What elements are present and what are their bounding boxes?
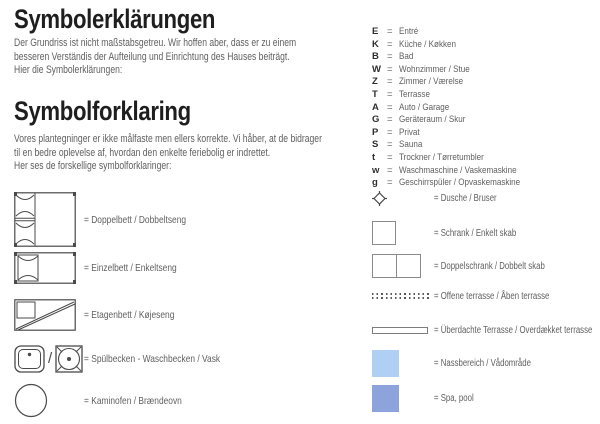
shower-icon <box>372 191 434 206</box>
cabinet-icon <box>372 221 434 245</box>
bunk-bed-label: = Etagenbett / Køjeseng <box>84 308 175 321</box>
equals-sign: = <box>387 88 393 100</box>
german-intro-line-2: besseren Verständis der Aufteilung und Einrichtung des Hauses beiträgt. <box>14 50 290 63</box>
wet-area-label: = Nassbereich / Vådområde <box>434 357 531 369</box>
legend-letter: S <box>372 139 379 151</box>
letter-row-private <box>372 127 542 140</box>
shower-label: = Dusche / Bruser <box>434 192 497 204</box>
legend-label: Entré <box>399 26 419 37</box>
letter-row-entre <box>372 26 542 39</box>
open-terrace-icon <box>372 292 434 301</box>
legend-letter: E <box>372 26 379 37</box>
danish-intro-line-3: Her ses de forskellige symbolforklaringer: <box>14 160 172 172</box>
legend-label: Geräteraum / Skur <box>399 114 466 126</box>
letter-row-kitchen <box>372 39 542 52</box>
legend-row-shower <box>372 186 514 210</box>
sink-label: = Spülbecken - Waschbecken / Vask <box>84 352 221 365</box>
equals-sign: = <box>387 51 393 63</box>
single-bed-label: = Einzelbett / Enkeltseng <box>84 261 177 274</box>
kitchen-sink-icon <box>14 345 45 373</box>
sink-icons <box>14 345 78 373</box>
double-bed-label: = Doppelbett / Dobbeltseng <box>84 213 187 226</box>
letter-row-garage <box>372 102 542 115</box>
legend-label: Wohnzimmer / Stue <box>399 63 470 75</box>
equals-sign: = <box>387 114 393 126</box>
wood-stove-icon <box>14 383 78 418</box>
legend-letter: G <box>372 114 380 126</box>
legend-row-wood-stove <box>14 383 206 418</box>
equals-sign: = <box>387 126 393 138</box>
danish-intro <box>14 133 322 174</box>
slash-separator: / <box>48 350 53 367</box>
legend-label: Trockner / Tørretumbler <box>399 151 484 163</box>
equals-sign: = <box>387 151 393 163</box>
legend-label: Bad <box>399 51 414 63</box>
bunk-bed-icon <box>14 299 78 331</box>
legend-row-bunk-bed <box>14 298 197 331</box>
legend-row-cabinet <box>372 219 539 247</box>
legend-row-open-terrace <box>372 290 582 302</box>
equals-sign: = <box>387 76 393 88</box>
legend-letter: W <box>372 63 381 75</box>
legend-label: Küche / Køkken <box>399 38 457 50</box>
wood-stove-label: = Kaminofen / Brændeovn <box>84 394 182 407</box>
german-title: Symbolerklärungen <box>14 4 216 34</box>
letter-row-washer <box>372 165 542 178</box>
legend-row-sink <box>14 342 254 375</box>
legend-row-covered-terrace <box>372 323 600 337</box>
danish-intro-line-2: til en bedre oplevelse af, hvordan den enkelte feriebolig er indrettet. <box>14 146 271 159</box>
spa-pool-swatch <box>372 385 434 412</box>
equals-sign: = <box>387 101 393 113</box>
covered-terrace-label: = Überdachte Terrasse / Overdækket terrasse <box>434 324 593 336</box>
legend-letter: w <box>372 164 380 176</box>
spa-pool-label: = Spa, pool <box>434 392 474 404</box>
double-bed-icon <box>14 192 78 247</box>
legend-row-double-bed <box>14 192 212 247</box>
legend-label: Terrasse <box>399 88 430 100</box>
legend-letter: g <box>372 177 378 189</box>
letter-row-shed <box>372 114 542 127</box>
legend-label: Auto / Garage <box>399 101 450 113</box>
washbasin-icon <box>55 345 83 373</box>
equals-sign: = <box>387 63 393 75</box>
legend-label: Privat <box>399 126 420 138</box>
german-intro-line-3: Hier die Symbolerklärungen: <box>14 64 123 76</box>
equals-sign: = <box>387 177 393 189</box>
double-cabinet-label: = Doppelschrank / Dobbelt skab <box>434 260 545 272</box>
legend-row-spa-pool <box>372 384 485 412</box>
letter-row-sauna <box>372 139 542 152</box>
covered-terrace-icon <box>372 327 434 334</box>
single-bed-icon <box>14 252 78 284</box>
legend-letter: K <box>372 38 379 50</box>
legend-label: Sauna <box>399 139 423 151</box>
letter-row-dryer <box>372 152 542 165</box>
legend-letter: P <box>372 126 379 138</box>
legend-letter: B <box>372 51 379 63</box>
legend-row-double-cabinet <box>372 252 576 280</box>
danish-intro-line-1: Vores plantegninger er ikke målfaste men ellers korrekte. Vi håber, at de bidrager <box>14 133 322 145</box>
letter-row-livingroom <box>372 64 542 77</box>
wet-area-swatch <box>372 350 434 377</box>
legend-label: Waschmaschine / Vaskemaskine <box>399 164 517 176</box>
legend-row-wet-area <box>372 349 558 377</box>
legend-letter: A <box>372 101 379 113</box>
equals-sign: = <box>387 38 393 50</box>
letter-legend <box>372 26 542 190</box>
legend-letter: t <box>372 151 376 163</box>
legend-row-single-bed <box>14 251 200 284</box>
equals-sign: = <box>387 164 393 176</box>
open-terrace-label: = Offene terrasse / Åben terrasse <box>434 290 550 302</box>
double-cabinet-icon <box>372 254 434 278</box>
letter-row-room <box>372 76 542 89</box>
legend-letter: Z <box>372 76 378 88</box>
equals-sign: = <box>387 139 393 151</box>
legend-label: Zimmer / Værelse <box>399 76 464 88</box>
cabinet-label: = Schrank / Enkelt skab <box>434 227 517 239</box>
equals-sign: = <box>387 26 393 37</box>
danish-title: Symbolforklaring <box>14 96 191 126</box>
german-intro <box>14 37 296 78</box>
letter-row-terrace <box>372 89 542 102</box>
german-intro-line-1: Der Grundriss ist nicht maßstabsgetreu. Wir hoffen aber, dass er zu einem <box>14 37 297 49</box>
letter-row-bath <box>372 51 542 64</box>
legend-label: Geschirrspüler / Opvaskemaskine <box>399 177 521 189</box>
legend-letter: T <box>372 88 378 100</box>
